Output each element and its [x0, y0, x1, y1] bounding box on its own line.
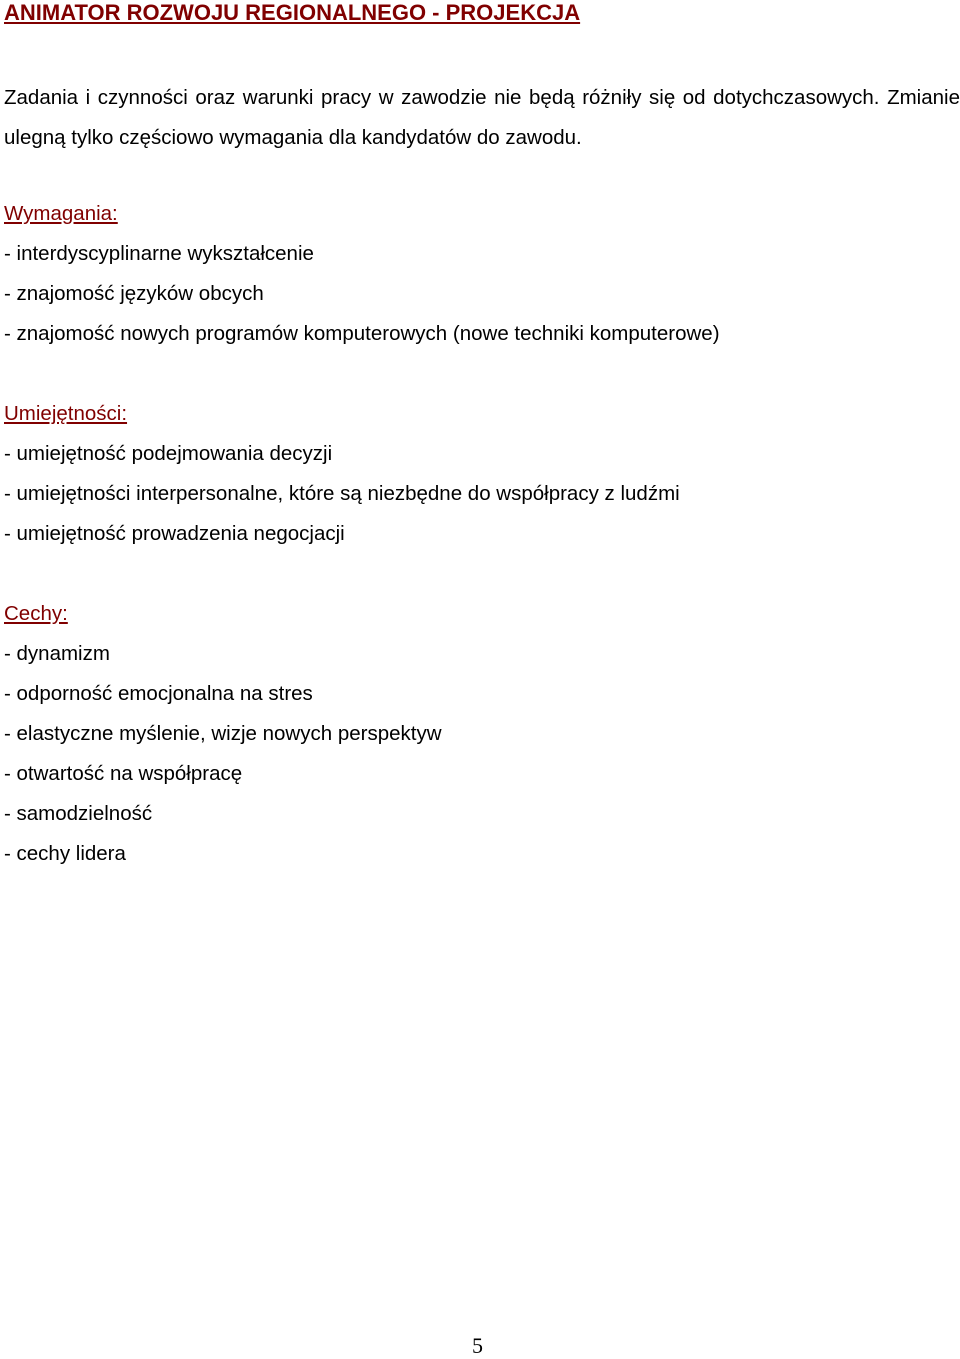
list-item: - znajomość nowych programów komputerowych (nowe techniki komputerowe)	[4, 322, 720, 345]
list-item: - umiejętność podejmowania decyzji	[4, 442, 333, 465]
list-item: - dynamizm	[4, 642, 110, 665]
section-traits	[4, 594, 954, 874]
section-heading-skills: Umiejętności:	[4, 402, 128, 425]
list-item: - znajomość języków obcych	[4, 282, 264, 305]
list-item: - odporność emocjonalna na stres	[4, 682, 313, 705]
list-item: - elastyczne myślenie, wizje nowych perspektyw	[4, 722, 442, 745]
document-title: ANIMATOR ROZWOJU REGIONALNEGO - PROJEKCJA	[4, 0, 581, 25]
list-item: - interdyscyplinarne wykształcenie	[4, 242, 314, 265]
section-skills	[4, 394, 954, 554]
list-item: - umiejętność prowadzenia negocjacji	[4, 522, 345, 545]
section-heading-traits: Cechy:	[4, 602, 68, 625]
list-item: - otwartość na współpracę	[4, 762, 243, 785]
page-number: 5	[472, 1333, 483, 1358]
intro-paragraph: Zadania i czynności oraz warunki pracy w zawodzie nie będą różniły się od dotychczasowych. Zmianie ulegną tylko częściowo wymagania dla kandydatów do zawodu.	[4, 86, 960, 149]
list-item: - cechy lidera	[4, 842, 126, 865]
list-item: - samodzielność	[4, 802, 153, 825]
list-item: - umiejętności interpersonalne, które są niezbędne do współpracy z ludźmi	[4, 482, 680, 505]
section-heading-requirements: Wymagania:	[4, 202, 118, 225]
section-requirements	[4, 194, 954, 354]
